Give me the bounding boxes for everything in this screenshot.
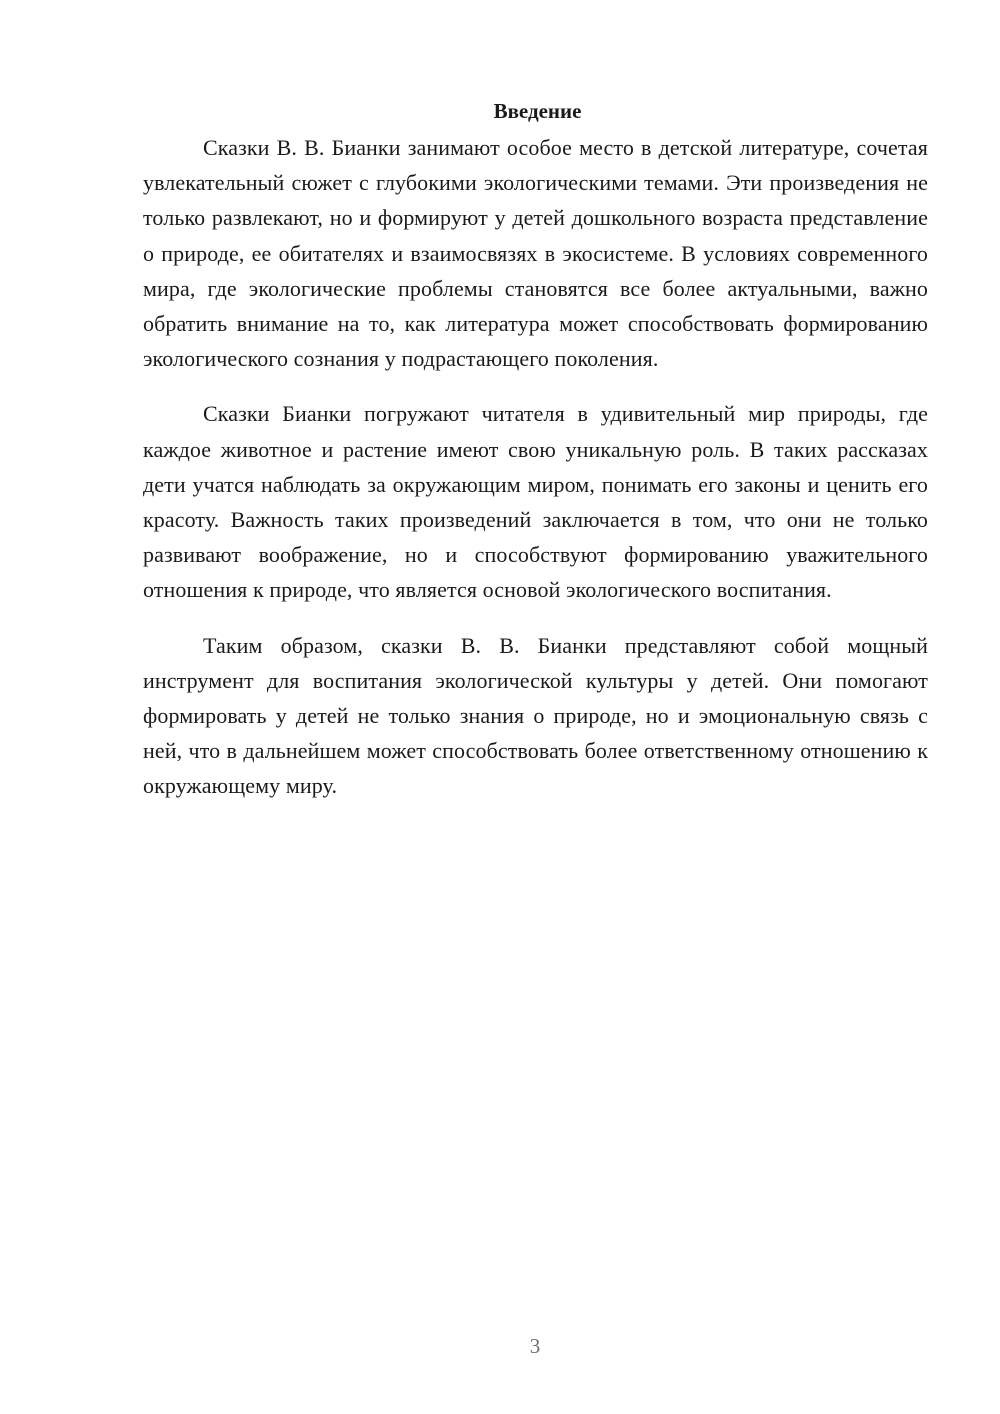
- page-content: [143, 96, 928, 824]
- paragraph-1: Сказки В. В. Бианки занимают особое место в детской литературе, сочетая увлекательный сюжет с глубокими экологическими темами. Эти произведения не только развлекают, но и формируют у детей дошкольного возраста представление о природе, ее обитателях и взаимосвязях в экосистеме. В условиях современного мира, где экологические проблемы становятся все более актуальными, важно обратить внимание на то, как литература может способствовать формированию экологического сознания у подрастающего поколения.: [143, 135, 928, 372]
- page-number: 3: [529, 1334, 541, 1358]
- paragraph-3: Таким образом, сказки В. В. Бианки представляют собой мощный инструмент для воспитания экологической культуры у детей. Они помогают формировать у детей не только знания о природе, но и эмоциональную связь с ней, что в дальнейшем может способствовать более ответственному отношению к окружающему миру.: [143, 632, 928, 799]
- section-heading: Введение: [493, 99, 582, 123]
- paragraph-2: Сказки Бианки погружают читателя в удивительный мир природы, где каждое животное и растение имеют свою уникальную роль. В таких рассказах дети учатся наблюдать за окружающим миром, понимать его законы и ценить его красоту. Важность таких произведений заключается в том, что они не только развивают воображение, но и способствуют формированию уважительного отношения к природе, что является основой экологического воспитания.: [143, 401, 928, 603]
